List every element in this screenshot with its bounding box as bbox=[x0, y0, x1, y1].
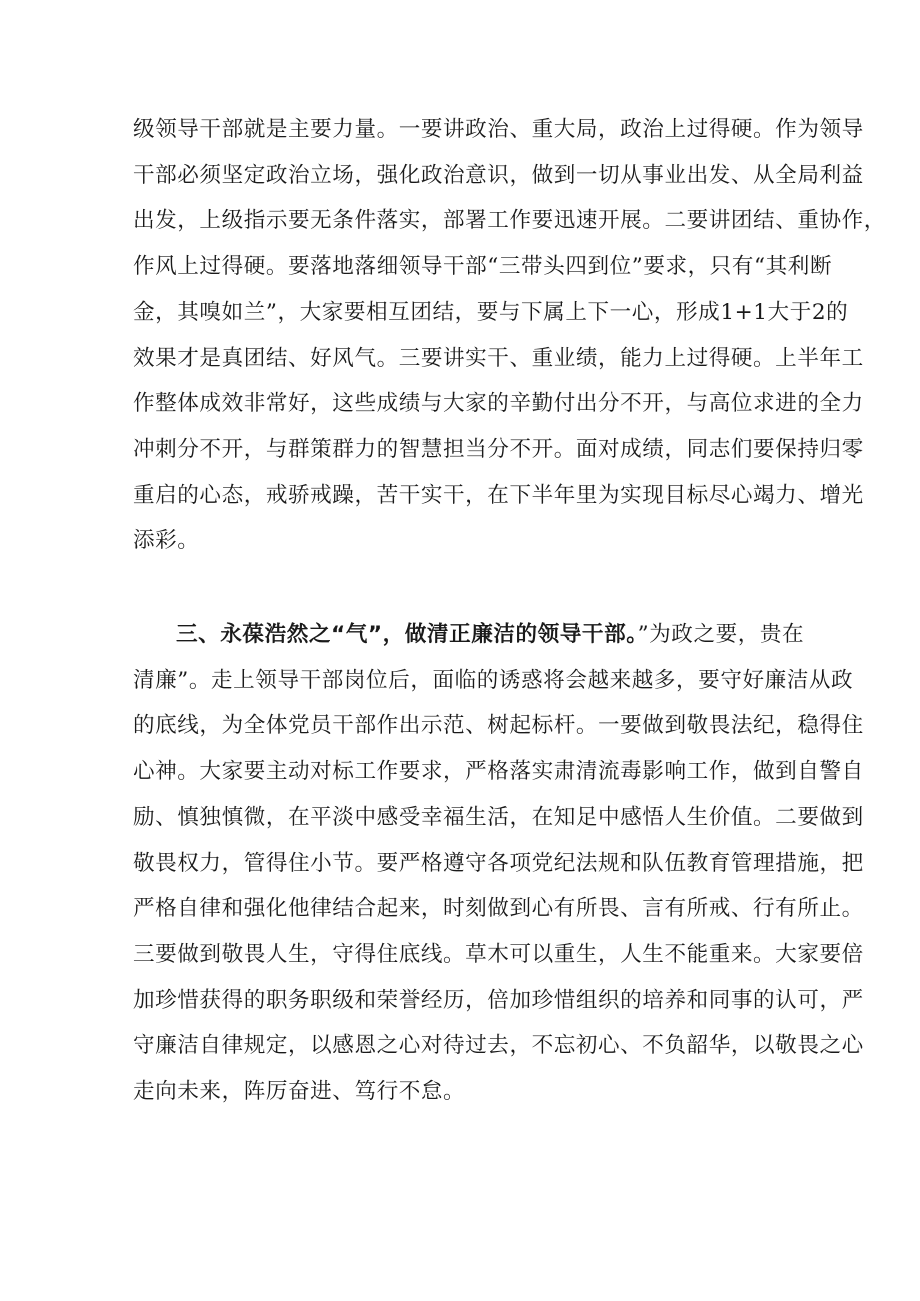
text-line: 出发，上级指示要无条件落实，部署工作要迅速开展。二要讲团结、重协作， bbox=[133, 208, 886, 234]
text-line: 金，其嗅如兰”，大家要相互团结，要与下属上下一心，形成1+1大于2的 bbox=[133, 299, 849, 325]
paragraph-2 bbox=[133, 612, 864, 1115]
text-line: 干部必须坚定政治立场，强化政治意识，做到一切从事业出发、从全局利益 bbox=[133, 162, 864, 188]
text-line: 的底线，为全体党员干部作出示范、树起标杆。一要做到敬畏法纪，稳得住 bbox=[133, 713, 864, 739]
text-line: 冲刺分不开，与群策群力的智慧担当分不开。面对成绩，同志们要保持归零 bbox=[133, 436, 864, 462]
text-line: 效果才是真团结、好风气。三要讲实干、重业绩，能力上过得硬。上半年工 bbox=[133, 345, 864, 371]
text-line: 励、慎独慎微，在平淡中感受幸福生活，在知足中感悟人生价值。二要做到 bbox=[133, 804, 864, 830]
text-line: 走向未来，阵厉奋进、笃行不怠。 bbox=[133, 1079, 466, 1105]
section-heading: 三、永葆浩然之“气”，做清正廉洁的领导干部。 bbox=[176, 622, 638, 647]
text-line: 清廉”。走上领导干部岗位后，面临的诱惑将会越来越多，要守好廉洁从政 bbox=[133, 667, 854, 693]
text-line: 添彩。 bbox=[133, 528, 200, 554]
text-line: 作风上过得硬。要落地落细领导干部“三带头四到位”要求，只有“其利断 bbox=[133, 254, 833, 280]
text-line: 心神。大家要主动对标工作要求，严格落实肃清流毒影响工作，做到自警自 bbox=[133, 759, 864, 785]
heading-line bbox=[133, 612, 805, 658]
text-line: 守廉洁自律规定，以感恩之心对待过去，不忘初心、不负韶华，以敬畏之心 bbox=[133, 1033, 864, 1059]
text-line: 级领导干部就是主要力量。一要讲政治、重大局，政治上过得硬。作为领导 bbox=[133, 117, 864, 142]
text-line: 重启的心态，戒骄戒躁，苦干实干，在下半年里为实现目标尽心竭力、增光 bbox=[133, 482, 864, 508]
text-line: 敬畏权力，管得住小节。要严格遵守各项党纪法规和队伍教育管理措施，把 bbox=[133, 850, 864, 876]
text-line: 三要做到敬畏人生，守得住底线。草木可以重生，人生不能重来。大家要倍 bbox=[133, 941, 864, 967]
text-line: 严格自律和强化他律结合起来，时刻做到心有所畏、言有所戒、行有所止。 bbox=[133, 896, 864, 922]
text-line: 作整体成效非常好，这些成绩与大家的辛勤付出分不开，与高位求进的全力 bbox=[133, 391, 864, 417]
paragraph-1 bbox=[133, 107, 886, 564]
heading-line-rest: ”为政之要，贵在 bbox=[637, 622, 805, 647]
text-line: 加珍惜获得的职务职级和荣誉经历，倍加珍惜组织的培养和同事的认可，严 bbox=[133, 987, 864, 1013]
